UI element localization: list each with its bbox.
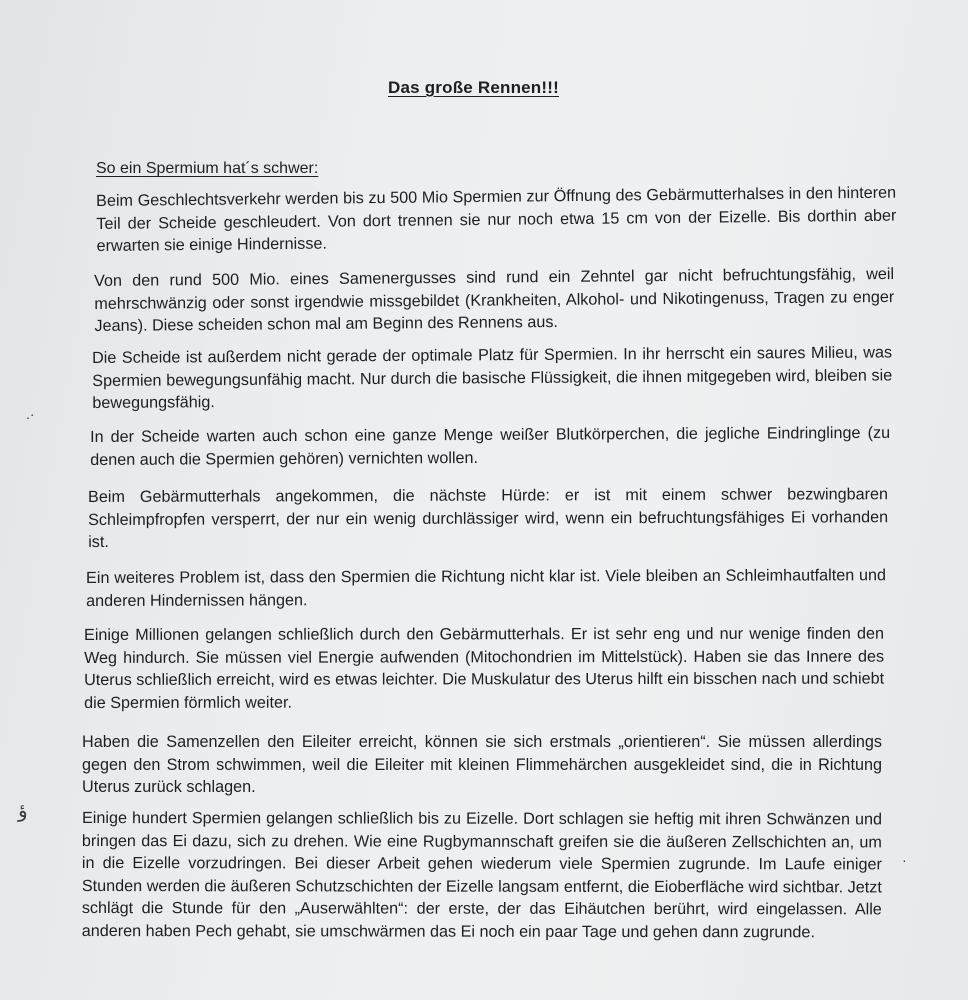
paragraph: Beim Geschlechtsverkehr werden bis zu 500 Mio Spermien zur Öffnung des Gebärmutterhalses in den hinteren Teil der Scheide geschleudert. Von dort trennen sie nur noch etwa 15 cm von der Eizelle. Bis dorthin aber erwarten sie einige Hindernisse. bbox=[96, 183, 897, 255]
document-subtitle: So ein Spermium hat´s schwer: bbox=[96, 160, 319, 177]
paragraph: Einige hundert Spermien gelangen schließlich bis zu Eizelle. Dort schlagen sie heftig mit ihren Schwänzen und bringen das Ei dazu, sich zu drehen. Wie eine Rugbymannschaft greifen sie die äußeren Zellschichten an, um in die Eizelle vorzudringen. Bei dieser Arbeit gehen wiederum viele Spermien zugrunde. Im Laufe einiger Stunden werden die äußeren Schutzschichten der Eizelle langsam entfernt, die Eioberfläche wird sichtbar. Jetzt schlägt die Stunde für den „Auserwählten“: der erste, der das Eihäutchen berührt, wird eingelassen. Alle anderen haben Pech gehabt, sie umschwärmen das Ei noch ein paar Tage und gehen dann zugrunde. bbox=[81, 809, 882, 941]
paragraph: Beim Gebärmutterhals angekommen, die nächste Hürde: er ist mit einem schwer bezwingbaren Schleimpfropfen versperrt, der nur ein wenig durchlässiger wird, wenn ein befruchtungsfähiges Ei vorhanden ist. bbox=[88, 485, 889, 551]
paragraph: Die Scheide ist außerdem nicht gerade der optimale Platz für Spermien. In ihr herrscht ein saures Milieu, was Spermien bewegungsunfähig macht. Nur durch die basische Flüssigkeit, die ihnen mitgegeben wird, bleiben sie bewegungsfähig. bbox=[92, 343, 893, 412]
paragraph: In der Scheide warten auch schon eine ganze Menge weißer Blutkörperchen, die jegliche Eindringlinge (zu denen auch die Spermien gehören) vernichten wollen. bbox=[90, 423, 891, 469]
paragraph: Von den rund 500 Mio. eines Samenergusses sind rund ein Zehntel gar nicht befruchtungsfähig, weil mehrschwänzig oder sonst irgendwie missgebildet (Krankheiten, Alkohol- und Nikotingenuss, Tragen zu enger Jeans). Diese scheiden schon mal am Beginn des Rennens aus. bbox=[94, 265, 895, 335]
paragraph: Haben die Samenzellen den Eileiter erreicht, können sie sich erstmals „orientieren“. Sie müssen allerdings gegen den Strom schwimmen, weil die Eileiter mit kleinen Flimmehärchen ausgekleidet sind, die in Richtung Uterus zurück schlagen. bbox=[82, 733, 882, 796]
paragraph: Ein weiteres Problem ist, dass den Spermien die Richtung nicht klar ist. Viele bleiben an Schleimhautfalten und anderen Hindernissen hängen. bbox=[86, 566, 887, 610]
pen-mark: ؤ bbox=[18, 800, 28, 822]
paragraph: Einige Millionen gelangen schließlich durch den Gebärmutterhals. Er ist sehr eng und nur wenige finden den Weg hindurch. Sie müssen viel Energie aufwenden (Mitochondrien im Mittelstück). Haben sie das Innere des Uterus schließlich erreicht, wird es etwas leichter. Die Muskulatur des Uterus hilft ein bisschen nach und schiebt die Spermien förmlich weiter. bbox=[84, 624, 885, 712]
pen-mark: .· bbox=[26, 406, 35, 422]
pen-mark: · bbox=[902, 852, 907, 868]
document-title: Das große Rennen!!! bbox=[388, 78, 559, 97]
